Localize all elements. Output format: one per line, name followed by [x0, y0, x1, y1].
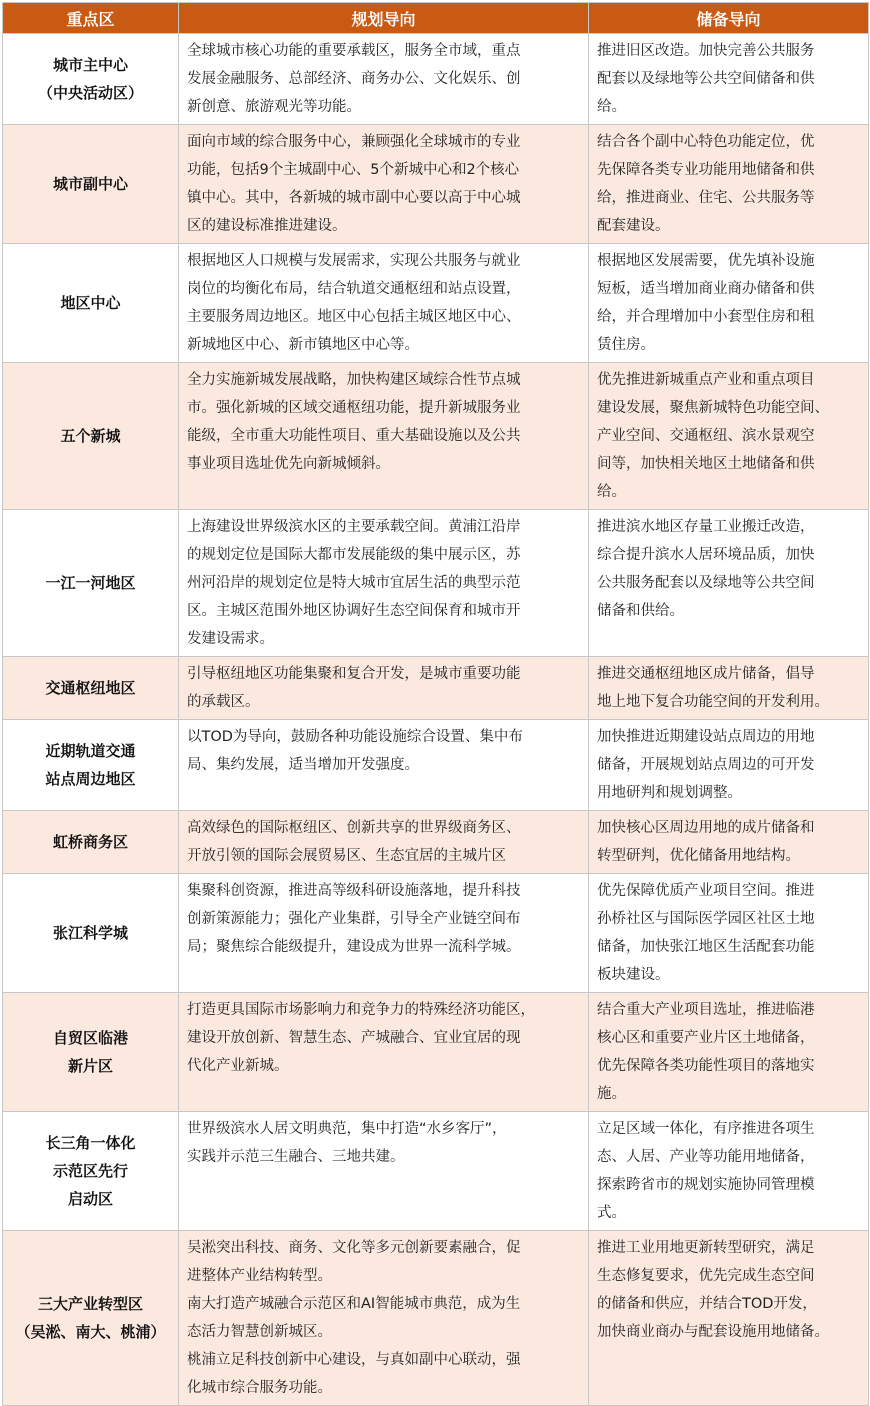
- reserve-text-line: 建设发展，聚焦新城特色功能空间、: [597, 400, 829, 416]
- reserve-text-line: 给，推进商业、住宅、公共服务等: [597, 190, 815, 206]
- planning-text-line: 面向市域的综合服务中心，兼顾强化全球城市的专业: [187, 134, 521, 150]
- planning-text-line: 集聚科创资源，推进高等级科研设施落地，提升科技: [187, 883, 521, 899]
- zone-text-line: 自贸区临港: [52, 1029, 128, 1047]
- zone-text-line: 张江科学城: [52, 924, 128, 942]
- table-row: [3, 993, 869, 1112]
- planning-cell: [179, 1231, 589, 1406]
- table-row: [3, 874, 869, 993]
- planning-text-line: 南大打造产城融合示范区和AI智能城市典范，成为生: [187, 1296, 521, 1312]
- planning-cell: [179, 34, 589, 125]
- planning-text-line: 的规划定位是国际大都市发展能级的集中展示区，苏: [187, 547, 521, 563]
- zone-cell: [3, 125, 179, 244]
- reserve-text-line: 储备，开展规划站点周边的可开发: [597, 757, 815, 773]
- reserve-text-line: 推进交通枢纽地区成片储备，倡导: [597, 666, 815, 682]
- planning-text-line: 桃浦立足科技创新中心建设，与真如副中心联动，强: [187, 1352, 521, 1368]
- planning-cell: [179, 125, 589, 244]
- planning-text-line: 全球城市核心功能的重要承载区，服务全市域，重点: [187, 43, 521, 59]
- zone-cell: [3, 1231, 179, 1406]
- reserve-text-line: 赁住房。: [597, 337, 655, 353]
- reserve-cell: [589, 811, 869, 874]
- planning-text-line: 区。主城区范围外地区协调好生态空间保育和城市开: [187, 603, 521, 619]
- reserve-text-line: 间等，加快相关地区土地储备和供: [597, 456, 815, 472]
- table-row: [3, 34, 869, 125]
- planning-text-line: 功能，包括9个主城副中心、5个新城中心和2个核心: [187, 162, 520, 178]
- reserve-text-line: 结合重大产业项目选址，推进临港: [597, 1002, 815, 1018]
- planning-cell: [179, 363, 589, 510]
- zone-text-line: 站点周边地区: [45, 770, 136, 788]
- reserve-text-line: 推进旧区改造。加快完善公共服务: [597, 43, 815, 59]
- zone-cell: [3, 720, 179, 811]
- reserve-text-line: 储备和供给。: [597, 603, 684, 619]
- planning-text-line: 事业项目选址优先向新城倾斜。: [187, 456, 390, 472]
- header-planning: 规划导向: [179, 3, 589, 34]
- planning-text-line: 全力实施新城发展战略，加快构建区域综合性节点城: [187, 372, 521, 388]
- table-row: [3, 811, 869, 874]
- reserve-text-line: 立足区域一体化，有序推进各项生: [597, 1121, 815, 1137]
- planning-table: [2, 2, 869, 1406]
- reserve-text-line: 加快商业商办与配套设施用地储备。: [597, 1324, 829, 1340]
- zone-text-line: 示范区先行: [52, 1162, 128, 1180]
- reserve-text-line: 加快推进近期建设站点周边的用地: [597, 729, 815, 745]
- table-header-row: [3, 3, 869, 34]
- planning-text-line: 开放引领的国际会展贸易区、生态宜居的主城片区: [187, 848, 506, 864]
- planning-text-line: 发展金融服务、总部经济、商务办公、文化娱乐、创: [187, 71, 521, 87]
- zone-cell: [3, 657, 179, 720]
- reserve-cell: [589, 657, 869, 720]
- planning-text-line: 建设开放创新、智慧生态、产城融合、宜业宜居的现: [187, 1030, 521, 1046]
- reserve-text-line: 给。: [597, 484, 626, 500]
- reserve-text-line: 根据地区发展需要，优先填补设施: [597, 253, 815, 269]
- header-reserve: 储备导向: [589, 3, 869, 34]
- planning-text-line: 引导枢纽地区功能集聚和复合开发，是城市重要功能: [187, 666, 521, 682]
- reserve-text-line: 综合提升滨水人居环境品质，加快: [597, 547, 815, 563]
- reserve-text-line: 孙桥社区与国际医学园区社区土地: [597, 911, 815, 927]
- zone-text-line: 启动区: [67, 1190, 113, 1208]
- planning-text-line: 上海建设世界级滨水区的主要承载空间。黄浦江沿岸: [187, 519, 521, 535]
- zone-text-line: 新片区: [67, 1057, 113, 1075]
- reserve-text-line: 优先保障优质产业项目空间。推进: [597, 883, 815, 899]
- reserve-text-line: 配套建设。: [597, 218, 670, 234]
- reserve-cell: [589, 720, 869, 811]
- planning-cell: [179, 1112, 589, 1231]
- planning-text-line: 能级，全市重大功能性项目、重大基础设施以及公共: [187, 428, 521, 444]
- zone-cell: [3, 874, 179, 993]
- zone-text-line: 城市主中心: [52, 56, 128, 74]
- reserve-text-line: 给，并合理增加中小套型住房和租: [597, 309, 815, 325]
- reserve-cell: [589, 125, 869, 244]
- planning-text-line: 创新策源能力；强化产业集群，引导全产业链空间布: [187, 911, 521, 927]
- reserve-text-line: 加快核心区周边用地的成片储备和: [597, 820, 815, 836]
- reserve-text-line: 配套以及绿地等公共空间储备和供: [597, 71, 815, 87]
- reserve-text-line: 态、人居、产业等功能用地储备，: [597, 1149, 815, 1165]
- planning-text-line: 镇中心。其中，各新城的城市副中心要以高于中心城: [187, 190, 521, 206]
- planning-text-line: 发建设需求。: [187, 631, 274, 647]
- zone-text-line: 近期轨道交通: [45, 742, 136, 760]
- planning-cell: [179, 993, 589, 1112]
- zone-text-line: 虹桥商务区: [52, 833, 128, 851]
- header-zone: 重点区: [3, 3, 179, 34]
- reserve-cell: [589, 1231, 869, 1406]
- planning-cell: [179, 720, 589, 811]
- zone-text-line: （吴淞、南大、桃浦）: [15, 1323, 166, 1341]
- table-row: [3, 1112, 869, 1231]
- reserve-cell: [589, 874, 869, 993]
- reserve-cell: [589, 993, 869, 1112]
- zone-text-line: 五个新城: [60, 427, 121, 445]
- reserve-text-line: 板块建设。: [597, 967, 670, 983]
- planning-text-line: 吴淞突出科技、商务、文化等多元创新要素融合，促: [187, 1240, 521, 1256]
- planning-text-line: 世界级滨水人居文明典范，集中打造“水乡客厅”，: [187, 1121, 507, 1137]
- table-row: [3, 510, 869, 657]
- zone-text-line: 地区中心: [60, 294, 121, 312]
- planning-text-line: 区的建设标准推进建设。: [187, 218, 347, 234]
- reserve-text-line: 给。: [597, 99, 626, 115]
- planning-text-line: 新创意、旅游观光等功能。: [187, 99, 361, 115]
- table-row: [3, 363, 869, 510]
- zone-cell: [3, 510, 179, 657]
- planning-text-line: 态活力智慧创新城区。: [187, 1324, 332, 1340]
- reserve-text-line: 核心区和重要产业片区土地储备，: [597, 1030, 815, 1046]
- zone-text-line: 交通枢纽地区: [45, 679, 136, 697]
- table-row: [3, 657, 869, 720]
- reserve-text-line: 地上地下复合功能空间的开发利用。: [597, 694, 829, 710]
- planning-text-line: 进整体产业结构转型。: [187, 1268, 332, 1284]
- zone-cell: [3, 811, 179, 874]
- planning-text-line: 代化产业新城。: [187, 1058, 289, 1074]
- reserve-text-line: 公共服务配套以及绿地等公共空间: [597, 575, 815, 591]
- reserve-text-line: 先保障各类专业功能用地储备和供: [597, 162, 815, 178]
- reserve-text-line: 探索跨省市的规划实施协同管理模: [597, 1177, 815, 1193]
- reserve-text-line: 产业空间、交通枢纽、滨水景观空: [597, 428, 815, 444]
- zone-text-line: 长三角一体化: [45, 1134, 136, 1152]
- zone-cell: [3, 34, 179, 125]
- reserve-text-line: 生态修复要求，优先完成生态空间: [597, 1268, 815, 1284]
- zone-text-line: 一江一河地区: [45, 574, 136, 592]
- planning-cell: [179, 874, 589, 993]
- planning-cell: [179, 657, 589, 720]
- planning-text-line: 局、集约发展，适当增加开发强度。: [187, 757, 419, 773]
- zone-cell: [3, 993, 179, 1112]
- planning-cell: [179, 811, 589, 874]
- planning-text-line: 高效绿色的国际枢纽区、创新共享的世界级商务区、: [187, 820, 521, 836]
- planning-text-line: 局；聚焦综合能级提升，建设成为世界一流科学城。: [187, 939, 521, 955]
- reserve-text-line: 结合各个副中心特色功能定位，优: [597, 134, 815, 150]
- planning-text-line: 新城地区中心、新市镇地区中心等。: [187, 337, 419, 353]
- reserve-text-line: 施。: [597, 1086, 626, 1102]
- table-row: [3, 244, 869, 363]
- reserve-text-line: 推进滨水地区存量工业搬迁改造，: [597, 519, 815, 535]
- zone-text-line: （中央活动区）: [37, 84, 143, 102]
- table-row: [3, 720, 869, 811]
- planning-text-line: 的承载区。: [187, 694, 260, 710]
- planning-text-line: 实践并示范三生融合、三地共建。: [187, 1149, 405, 1165]
- table-row: [3, 125, 869, 244]
- reserve-text-line: 优先推进新城重点产业和重点项目: [597, 372, 815, 388]
- table-body: [3, 34, 869, 1406]
- reserve-text-line: 推进工业用地更新转型研究，满足: [597, 1240, 815, 1256]
- reserve-cell: [589, 34, 869, 125]
- planning-text-line: 市。强化新城的区域交通枢纽功能，提升新城服务业: [187, 400, 521, 416]
- reserve-cell: [589, 1112, 869, 1231]
- planning-text-line: 岗位的均衡化布局，结合轨道交通枢纽和站点设置，: [187, 281, 521, 297]
- zone-cell: [3, 244, 179, 363]
- planning-text-line: 以TOD为导向，鼓励各种功能设施综合设置、集中布: [187, 729, 523, 745]
- table-row: [3, 1231, 869, 1406]
- planning-text-line: 州河沿岸的规划定位是特大城市宜居生活的典型示范: [187, 575, 521, 591]
- reserve-text-line: 短板，适当增加商业商办储备和供: [597, 281, 815, 297]
- planning-cell: [179, 244, 589, 363]
- reserve-cell: [589, 510, 869, 657]
- reserve-cell: [589, 363, 869, 510]
- zone-text-line: 城市副中心: [52, 175, 128, 193]
- zone-text-line: 三大产业转型区: [37, 1295, 143, 1313]
- zone-cell: [3, 363, 179, 510]
- reserve-text-line: 的储备和供应，并结合TOD开发，: [597, 1296, 817, 1312]
- reserve-text-line: 转型研判，优化储备用地结构。: [597, 848, 800, 864]
- reserve-cell: [589, 244, 869, 363]
- reserve-text-line: 优先保障各类功能性项目的落地实: [597, 1058, 815, 1074]
- reserve-text-line: 用地研判和规划调整。: [597, 785, 742, 801]
- reserve-text-line: 储备，加快张江地区生活配套功能: [597, 939, 815, 955]
- planning-text-line: 化城市综合服务功能。: [187, 1380, 332, 1396]
- reserve-text-line: 式。: [597, 1205, 626, 1221]
- planning-text-line: 主要服务周边地区。地区中心包括主城区地区中心、: [187, 309, 521, 325]
- zone-cell: [3, 1112, 179, 1231]
- planning-cell: [179, 510, 589, 657]
- planning-text-line: 打造更具国际市场影响力和竞争力的特殊经济功能区，: [187, 1002, 535, 1018]
- planning-text-line: 根据地区人口规模与发展需求，实现公共服务与就业: [187, 253, 521, 269]
